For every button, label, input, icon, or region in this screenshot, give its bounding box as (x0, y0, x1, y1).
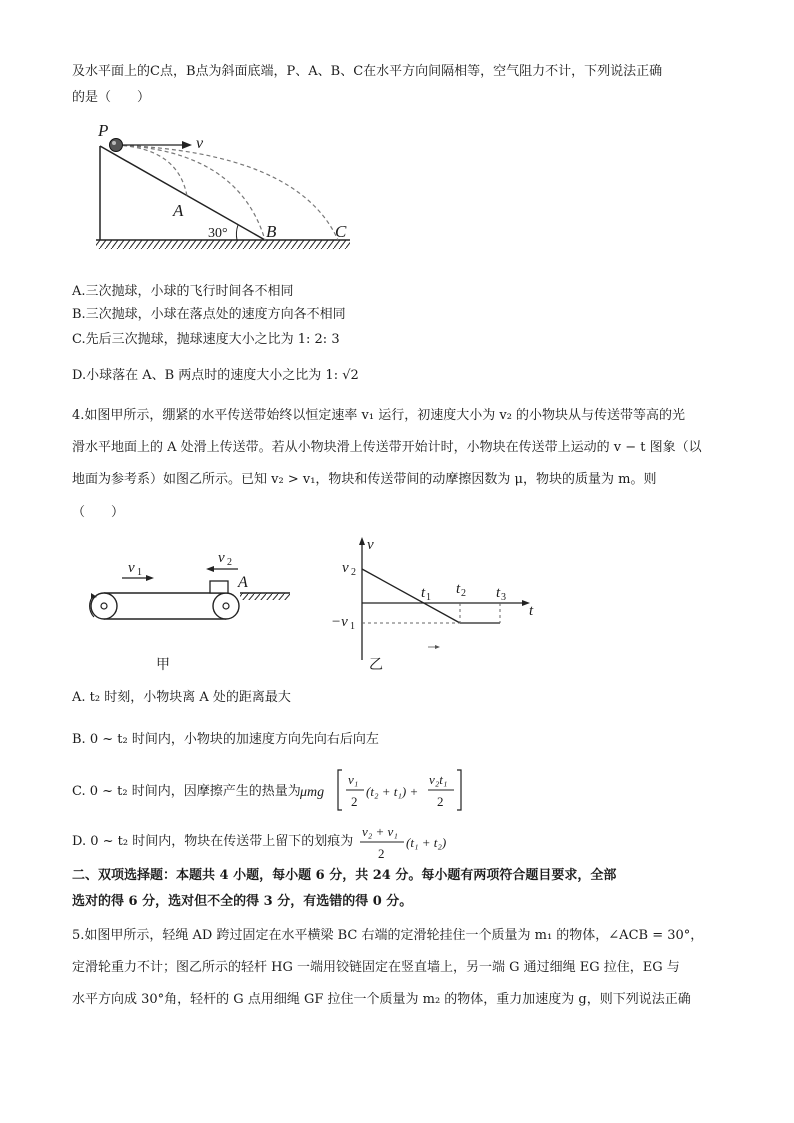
label-A: A (173, 201, 184, 220)
q4-conveyor-figure (80, 545, 300, 675)
q3-option-c: C.先后三次抛球，抛球速度大小之比为 1: 2: 3 (72, 332, 340, 347)
angle-label: 30° (208, 226, 228, 241)
q4-option-b: B. 0 ~ t₂ 时间内，小物块的加速度方向先向右后向左 (72, 732, 379, 747)
q3-option-b: B.三次抛球，小球在落点处的速度方向各不相同 (72, 307, 346, 322)
t2-label: t (456, 581, 461, 597)
frac1-den: 2 (351, 794, 358, 809)
d-frac-den: 2 (378, 846, 385, 861)
q4-option-d-formula (360, 820, 480, 864)
frac2-den: 2 (437, 794, 444, 809)
q3-option-d: D.小球落在 A、B 两点时的速度大小之比为 1: √2 (72, 368, 359, 383)
v2-tick-sub: 2 (351, 567, 356, 578)
q5-line1: 5.如图甲所示，轻绳 AD 跨过固定在水平横梁 BC 右端的定滑轮挂住一个质量为 m₁ 的物体，∠ACB = 30°， (72, 928, 704, 943)
d-frac-num: v₂ + v₁ (362, 824, 398, 839)
q5-line2: 定滑轮重力不计；图乙所示的轻杆 HG 一端用铰链固定在竖直墙上，另一端 G 通过细绳 EG 拉住，EG 与 (72, 960, 680, 975)
frac2-num: v₂t₁ (429, 772, 448, 787)
q4-option-c-formula (300, 766, 470, 814)
axis-v-label: v (367, 537, 374, 553)
v2-tick-label: v (342, 560, 349, 576)
frac1-num: v₁ (348, 772, 359, 787)
point-A-label: A (238, 574, 248, 591)
label-P: P (98, 121, 109, 140)
q3-option-a: A.三次抛球，小球的飞行时间各不相同 (72, 284, 294, 299)
q4-option-c-prefix: C. 0 ~ t₂ 时间内，因摩擦产生的热量为 (72, 784, 301, 799)
axis-t-label: t (529, 603, 534, 619)
block-v2-sub: 2 (227, 557, 232, 568)
label-B: B (266, 222, 277, 241)
t1-sub: 1 (426, 592, 431, 603)
q4-option-d-prefix: D. 0 ~ t₂ 时间内，物块在传送带上留下的划痕为 (72, 834, 354, 849)
q3-intro-line1: 及水平面上的C点，B点为斜面底端，P、A、B、C在水平方向间隔相等，空气阻力不计，下列说法正确 (72, 64, 663, 79)
q4-vt-graph (325, 535, 545, 675)
q4-line1: 4.如图甲所示，绷紧的水平传送带始终以恒定速率 v₁ 运行，初速度大小为 v₂ 的小物块从与传送带等高的光 (72, 408, 686, 423)
block-v2-label: v (218, 550, 225, 566)
figure-yi-caption: 乙 (369, 658, 383, 673)
neg-v1-tick-label: −v (331, 614, 348, 630)
q4-line2: 滑水平地面上的 A 处滑上传送带。若从小物块滑上传送带开始计时，小物块在传送带上运动的 v − t 图象（以 (72, 440, 702, 455)
d-formula-tail: (t₁ + t₂) (406, 835, 447, 850)
figure-jia-caption: 甲 (156, 658, 170, 673)
label-v: v (196, 135, 204, 152)
label-C: C (335, 222, 347, 241)
q4-line4: （ ） (72, 505, 125, 520)
q4-line3: 地面为参考系）如图乙所示。已知 v₂ > v₁，物块和传送带间的动摩擦因数为 μ，物块的质量为 m。则 (72, 472, 657, 487)
formula-mid: (t₂ + t₁) + (366, 784, 419, 799)
t2-sub: 2 (461, 588, 466, 599)
t1-label: t (421, 585, 426, 601)
belt-v1-label: v (128, 560, 135, 576)
section2-line1: 二、双项选择题：本题共 4 小题，每小题 6 分，共 24 分。每小题有两项符合题目要求，全部 (72, 868, 617, 883)
q4-option-a: A. t₂ 时刻，小物块离 A 处的距离最大 (72, 690, 291, 705)
section2-line2: 选对的得 6 分，选对但不全的得 3 分，有选错的得 0 分。 (72, 894, 413, 909)
q3-intro-line2: 的是（ ） (72, 90, 151, 105)
q3-incline-figure (88, 120, 368, 255)
formula-mu-mg: μmg (300, 785, 325, 800)
belt-v1-sub: 1 (137, 567, 142, 578)
t3-sub: 3 (501, 592, 506, 603)
q5-line3: 水平方向成 30°角，轻杆的 G 点用细绳 GF 拉住一个质量为 m₂ 的物体，重力加速度为 g，则下列说法正确 (72, 992, 691, 1007)
neg-v1-tick-sub: 1 (350, 621, 355, 632)
t3-label: t (496, 585, 501, 601)
